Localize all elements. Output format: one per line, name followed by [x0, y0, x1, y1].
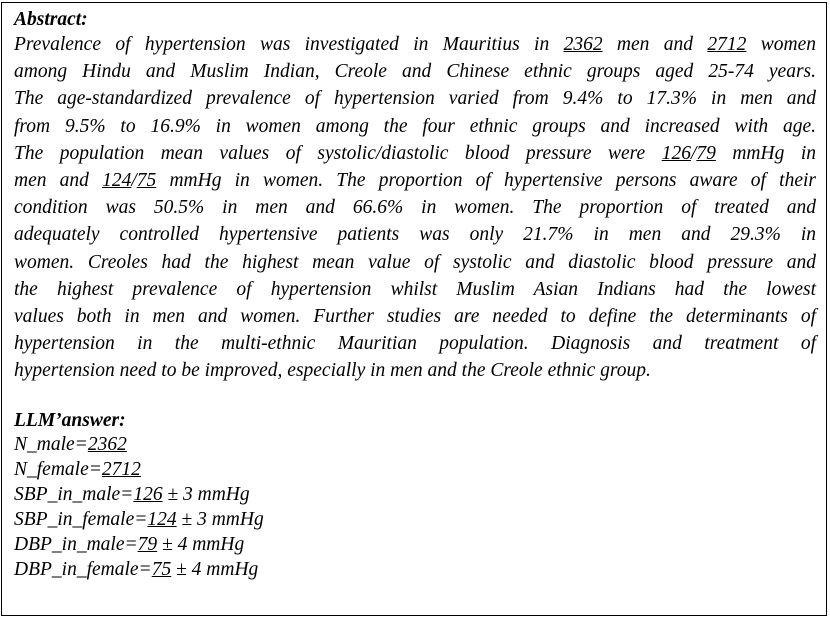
abstract-text-segment: condition was 50.5% in men and 66.6% in women. The proportion of treated and	[14, 197, 816, 219]
abstract-underlined-value: 79	[696, 142, 716, 164]
abstract-text-segment: Prevalence of hypertension was investigated in Mauritius in	[14, 34, 564, 55]
abstract-text-segment: adequately controlled hypertensive patients was only 21.7% in men and 29.3% in	[14, 224, 816, 246]
answer-value: 79	[137, 533, 158, 555]
abstract-line	[14, 58, 816, 85]
abstract-line	[14, 221, 816, 248]
abstract-text-segment: The age-standardized prevalence of hypertension varied from 9.4% to 17.3% in men and	[14, 88, 816, 110]
answer-value: 2362	[87, 433, 127, 455]
abstract-text-segment: /	[131, 170, 137, 192]
abstract-text-segment: women. Creoles had the highest mean value of systolic and diastolic blood pressure and	[14, 251, 816, 273]
abstract-line	[14, 357, 816, 384]
abstract-line	[14, 194, 816, 221]
abstract-line	[14, 330, 816, 357]
abstract-line	[14, 140, 816, 167]
answer-value: 2712	[101, 458, 141, 480]
answer-row	[14, 507, 816, 532]
abstract-underlined-value: 2712	[707, 34, 747, 55]
abstract-text-segment: the highest prevalence of hypertension whilst Muslim Asian Indians had the lowest	[14, 278, 816, 300]
abstract-line	[14, 85, 816, 112]
answer-value: 75	[151, 558, 172, 580]
abstract-text-segment: values both in men and women. Further studies are needed to define the determinants of	[14, 306, 816, 328]
llm-answer-body	[14, 432, 816, 582]
abstract-underlined-value: 124	[102, 170, 132, 192]
abstract-line	[14, 167, 816, 194]
answer-row	[14, 432, 816, 457]
answer-row	[14, 532, 816, 557]
abstract-text-segment: women	[746, 34, 816, 55]
abstract-line	[14, 276, 816, 303]
answer-label: DBP_in_male=	[14, 533, 138, 555]
answer-label: N_female=	[14, 458, 102, 480]
answer-suffix: ± 3 mmHg	[176, 508, 264, 530]
abstract-underlined-value: 2362	[563, 34, 603, 55]
answer-value: 124	[147, 508, 177, 530]
answer-label: DBP_in_female=	[14, 558, 152, 580]
abstract-text-segment: from 9.5% to 16.9% in women among the four ethnic groups and increased with age.	[14, 115, 816, 137]
abstract-text-segment: men and	[14, 170, 103, 192]
answer-label: SBP_in_female=	[14, 508, 148, 530]
answer-value: 126	[133, 483, 163, 505]
abstract-underlined-value: 126	[661, 142, 691, 164]
abstract-text-segment: The population mean values of systolic/diastolic blood pressure were	[14, 142, 662, 164]
abstract-text-segment: hypertension in the multi-ethnic Mauritian population. Diagnosis and treatment of	[14, 333, 816, 355]
abstract-text-segment: mmHg in women. The proportion of hypertensive persons aware of their	[156, 170, 816, 192]
answer-suffix: ± 4 mmHg	[171, 558, 259, 580]
answer-label: N_male=	[14, 433, 88, 455]
answer-row	[14, 457, 816, 482]
answer-row	[14, 557, 816, 582]
abstract-text-segment: /	[690, 142, 697, 164]
llm-answer-heading: LLM’answer:	[14, 409, 126, 431]
abstract-line	[14, 249, 816, 276]
abstract-line	[14, 303, 816, 330]
abstract-line	[14, 113, 816, 140]
abstract-body	[14, 31, 816, 385]
abstract-text-segment: mmHg in	[715, 142, 816, 164]
abstract-heading: Abstract:	[14, 9, 88, 30]
abstract-text-segment: hypertension need to be improved, especially in men and the Creole ethnic group.	[14, 360, 651, 382]
abstract-text-segment: among Hindu and Muslim Indian, Creole and Chinese ethnic groups aged 25-74 years.	[14, 61, 816, 83]
abstract-underlined-value: 75	[136, 170, 157, 192]
answer-suffix: ± 4 mmHg	[157, 533, 245, 555]
answer-row	[14, 482, 816, 507]
document-frame	[1, 2, 827, 616]
abstract-line	[14, 31, 816, 58]
answer-label: SBP_in_male=	[14, 483, 134, 505]
abstract-text-segment: men and	[602, 34, 708, 55]
answer-suffix: ± 3 mmHg	[162, 483, 250, 505]
